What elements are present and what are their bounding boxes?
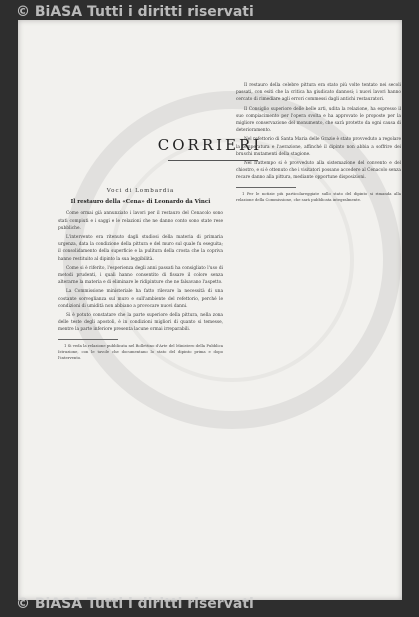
footnote-divider [58,339,118,340]
watermark-bottom: © BiASA Tutti i diritti riservati [16,596,254,612]
paragraph: Come ormai già annunziato i lavori per il restauro del Cenacolo sono stati compiuti e i saggi e le relazioni che ne danno conto sono state rese pubbliche. [58,211,223,231]
footnote-text: 1 Per le notizie più particolareggiate sullo stato del dipinto si rimanda alla relazione della Commissione, che sarà pubblicata integralmente. [236,190,401,202]
footnote-text: 1 Si veda la relazione pubblicata nel Bollettino d'Arte del Ministero della Pubblica Istruzione, con le tavole che documentano lo stato del dipinto prima e dopo l'intervento. [58,342,223,360]
section-heading: Voci di Lombardia [106,188,175,194]
document-page [18,20,402,600]
footnote-divider [236,187,296,188]
paragraph: Il restauro della celebre pittura era stato più volte tentato nei secoli passati, con esiti che la critica ha giudicato dannosi; i nuovi lavori hanno cercato di rimediare agli errori commessi dagli antichi restauratori. [236,83,401,103]
left-column [58,188,223,361]
paragraph: La Commissione ministeriale ha fatto rilevare la necessità di una costante sorveglianza sul muro e sull'ambiente del refettorio, perché le condizioni di umidità non abbiano a provocare nuovi danni. [58,289,223,309]
paragraph: L'intervento era ritenuto dagli studiosi della materia di primaria urgenza, data la condizione della pittura e del muro sul quale fu eseguita; il consolidamento della superficie e la pulitura della crosta che la copriva hanno restituito al dipinto la sua leggibilità. [58,235,223,262]
article-title: Il restauro della «Cena» di Leonardo da Vinci [70,199,211,206]
footnote [236,191,401,203]
paragraph: Si è potuto constatare che la parte superiore della pittura, nella zona delle teste degli apostoli, è in condizioni migliori di quanto si temesse, mentre la parte inferiore presenta lacune ormai irreparabili. [58,313,223,333]
paragraph: Nel frattempo si è provveduto alla sistemazione del convento e del chiostro, e si è ottenuto che i visitatori possano accedere al Cenacolo senza recare danno alla pittura, mediante opportune disposizioni. [236,161,401,181]
masthead-title: CORRIERI [157,136,263,154]
watermark-top: © BiASA Tutti i diritti riservati [16,4,254,20]
paragraph: Nel refettorio di Santa Maria delle Grazie è stato provveduto a regolare la temperatura e l'aerazione, affinché il dipinto non abbia a soffrire dei bruschi mutamenti della stagione. [236,137,401,157]
paragraph: Il Consiglio superiore delle belle arti, udita la relazione, ha espresso il suo compiacimento per l'opera svolta e ha approvato le proposte per la migliore conservazione del monumento, che sarà protetto da ogni causa di deterioramento. [236,106,401,134]
footnote [58,343,223,361]
right-column [236,82,401,203]
paragraph: Come si è riferito, l'esperienza degli anni passati ha consigliato l'uso di metodi prudenti, i quali hanno consentito di fissare il colore senza alterarne la materia e di eliminare le ridipinture che ne falsavano l'aspetto. [58,265,223,286]
